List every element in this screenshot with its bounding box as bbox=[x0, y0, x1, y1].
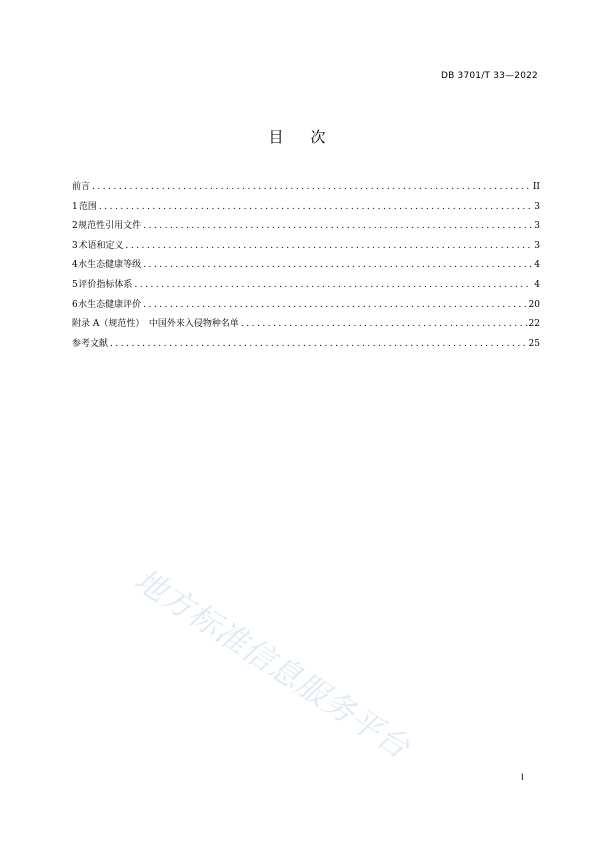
toc-entry-number: 5 bbox=[72, 279, 78, 290]
toc-leader-dots bbox=[99, 200, 532, 214]
page-title-part2: 次 bbox=[310, 128, 327, 146]
table-of-contents bbox=[72, 180, 540, 356]
toc-leader-dots bbox=[143, 258, 532, 272]
toc-entry-page: 3 bbox=[534, 240, 540, 251]
toc-entry-label: 附录 A（规范性） 中国外来入侵物种名单 bbox=[72, 319, 239, 330]
toc-entry-indicator-system[interactable] bbox=[72, 278, 540, 298]
toc-leader-dots bbox=[143, 219, 532, 233]
toc-entry-label: 术语和定义 bbox=[78, 240, 124, 251]
toc-entry-scope[interactable] bbox=[72, 200, 540, 220]
toc-leader-dots bbox=[241, 317, 527, 331]
toc-entry-number: 1 bbox=[72, 201, 78, 212]
page-title-part1: 目 bbox=[268, 128, 285, 146]
toc-entry-page: 25 bbox=[528, 338, 540, 349]
toc-entry-number: 2 bbox=[72, 221, 78, 232]
toc-entry-label: 水生态健康评价 bbox=[78, 299, 142, 310]
toc-entry-page: II bbox=[532, 182, 540, 192]
toc-entry-label: 规范性引用文件 bbox=[78, 221, 142, 232]
toc-entry-bibliography[interactable] bbox=[72, 337, 540, 357]
toc-entry-page: 3 bbox=[534, 201, 540, 212]
toc-entry-label: 范围 bbox=[78, 201, 97, 212]
toc-leader-dots bbox=[143, 298, 526, 312]
toc-entry-label: 参考文献 bbox=[72, 338, 109, 349]
toc-leader-dots bbox=[125, 239, 532, 253]
page-number: I bbox=[521, 773, 524, 783]
toc-entry-normative-references[interactable] bbox=[72, 219, 540, 239]
toc-entry-terms[interactable] bbox=[72, 239, 540, 259]
toc-entry-label: 水生态健康等级 bbox=[78, 260, 142, 271]
toc-entry-health-grade[interactable] bbox=[72, 258, 540, 278]
toc-entry-page: 4 bbox=[534, 260, 540, 271]
watermark-text: 地方标准信息服务平台 bbox=[128, 561, 417, 767]
toc-entry-number: 6 bbox=[72, 299, 78, 310]
toc-entry-page: 3 bbox=[534, 221, 540, 232]
toc-entry-number: 3 bbox=[72, 240, 78, 251]
toc-leader-dots bbox=[110, 337, 527, 351]
toc-entry-page: 22 bbox=[528, 319, 540, 330]
toc-entry-label: 前言 bbox=[72, 182, 91, 192]
toc-entry-health-evaluation[interactable] bbox=[72, 298, 540, 318]
toc-leader-dots bbox=[92, 180, 531, 194]
document-code: DB 3701/T 33—2022 bbox=[440, 71, 538, 81]
toc-entry-page: 4 bbox=[534, 279, 540, 290]
toc-entry-label: 评价指标体系 bbox=[78, 279, 133, 290]
toc-entry-appendix-a[interactable] bbox=[72, 317, 540, 337]
toc-entry-page: 20 bbox=[528, 299, 540, 310]
page-title bbox=[0, 126, 595, 147]
toc-leader-dots bbox=[134, 278, 532, 292]
toc-entry-number: 4 bbox=[72, 260, 78, 271]
toc-entry-preface[interactable] bbox=[72, 180, 540, 200]
